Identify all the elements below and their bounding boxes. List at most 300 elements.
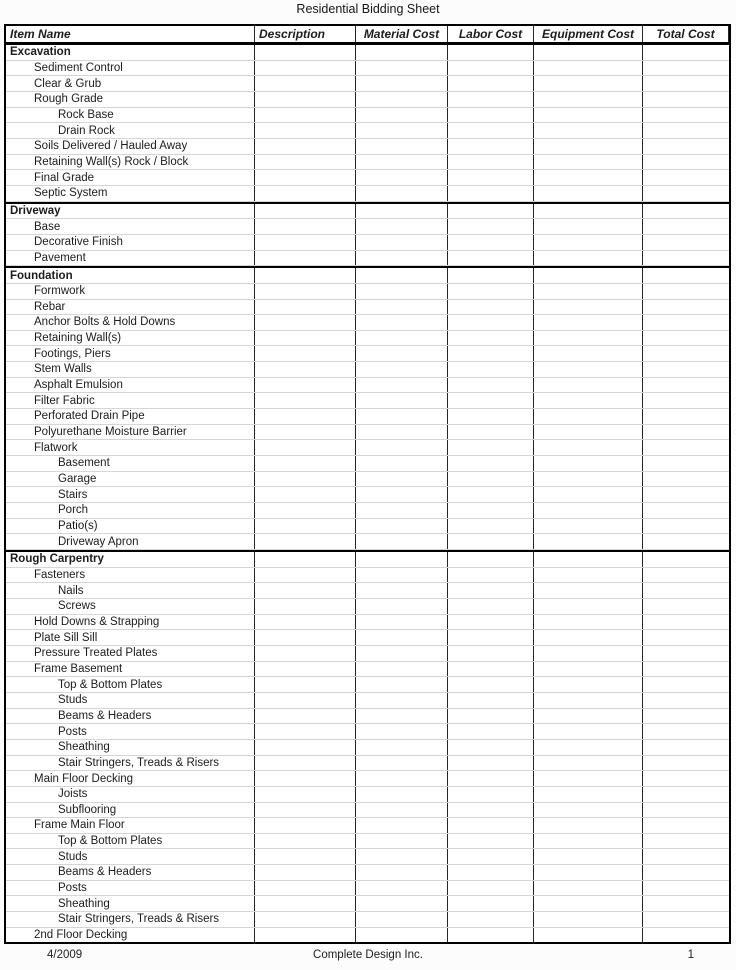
labor-cost-cell: [448, 268, 534, 283]
table-row: [6, 693, 729, 709]
item-cell: Stair Stringers, Treads & Risers: [6, 912, 255, 927]
equipment-cost-cell: [534, 552, 643, 567]
labor-cost-cell: [448, 346, 534, 361]
table-row: [6, 472, 729, 488]
item-cell: Nails: [6, 583, 255, 598]
total-cost-cell: [643, 803, 729, 818]
equipment-cost-cell: [534, 662, 643, 677]
equipment-cost-cell: [534, 519, 643, 534]
labor-cost-cell: [448, 912, 534, 927]
table-row: [6, 881, 729, 897]
labor-cost-cell: [448, 534, 534, 549]
table-row: [6, 315, 729, 331]
labor-cost-cell: [448, 677, 534, 692]
table-row: [6, 76, 729, 92]
material-cost-cell: [356, 568, 448, 583]
equipment-cost-cell: [534, 615, 643, 630]
labor-cost-cell: [448, 170, 534, 185]
description-cell: [255, 378, 356, 393]
material-cost-cell: [356, 534, 448, 549]
description-cell: [255, 219, 356, 234]
column-header-item-name: Item Name: [6, 26, 255, 42]
total-cost-cell: [643, 45, 729, 60]
material-cost-cell: [356, 186, 448, 201]
table-row: [6, 425, 729, 441]
column-header-material-cost: Material Cost: [356, 26, 448, 42]
equipment-cost-cell: [534, 331, 643, 346]
equipment-cost-cell: [534, 834, 643, 849]
equipment-cost-cell: [534, 630, 643, 645]
labor-cost-cell: [448, 235, 534, 250]
material-cost-cell: [356, 834, 448, 849]
description-cell: [255, 204, 356, 219]
item-cell: Top & Bottom Plates: [6, 677, 255, 692]
labor-cost-cell: [448, 409, 534, 424]
item-cell: Frame Main Floor: [6, 818, 255, 833]
equipment-cost-cell: [534, 76, 643, 91]
column-header-equipment-cost: Equipment Cost: [534, 26, 643, 42]
equipment-cost-cell: [534, 456, 643, 471]
equipment-cost-cell: [534, 693, 643, 708]
equipment-cost-cell: [534, 771, 643, 786]
description-cell: [255, 740, 356, 755]
item-cell: Anchor Bolts & Hold Downs: [6, 315, 255, 330]
section-row: [6, 202, 729, 220]
item-cell: Porch: [6, 503, 255, 518]
material-cost-cell: [356, 170, 448, 185]
labor-cost-cell: [448, 425, 534, 440]
item-cell: Stair Stringers, Treads & Risers: [6, 756, 255, 771]
description-cell: [255, 362, 356, 377]
total-cost-cell: [643, 456, 729, 471]
item-cell: Fasteners: [6, 568, 255, 583]
description-cell: [255, 487, 356, 502]
labor-cost-cell: [448, 123, 534, 138]
total-cost-cell: [643, 677, 729, 692]
labor-cost-cell: [448, 693, 534, 708]
labor-cost-cell: [448, 440, 534, 455]
table-row: [6, 709, 729, 725]
material-cost-cell: [356, 123, 448, 138]
equipment-cost-cell: [534, 409, 643, 424]
labor-cost-cell: [448, 756, 534, 771]
table-row: [6, 912, 729, 928]
item-cell: Stem Walls: [6, 362, 255, 377]
total-cost-cell: [643, 268, 729, 283]
item-cell: Subflooring: [6, 803, 255, 818]
equipment-cost-cell: [534, 346, 643, 361]
total-cost-cell: [643, 315, 729, 330]
item-cell: Rough Grade: [6, 92, 255, 107]
labor-cost-cell: [448, 818, 534, 833]
material-cost-cell: [356, 268, 448, 283]
total-cost-cell: [643, 787, 729, 802]
equipment-cost-cell: [534, 787, 643, 802]
material-cost-cell: [356, 251, 448, 266]
material-cost-cell: [356, 378, 448, 393]
labor-cost-cell: [448, 928, 534, 943]
total-cost-cell: [643, 583, 729, 598]
item-cell: Flatwork: [6, 440, 255, 455]
labor-cost-cell: [448, 186, 534, 201]
total-cost-cell: [643, 818, 729, 833]
item-cell: Polyurethane Moisture Barrier: [6, 425, 255, 440]
item-cell: Retaining Wall(s) Rock / Block: [6, 155, 255, 170]
footer-page-number: 1: [687, 949, 694, 961]
item-cell: Drain Rock: [6, 123, 255, 138]
material-cost-cell: [356, 440, 448, 455]
labor-cost-cell: [448, 503, 534, 518]
total-cost-cell: [643, 139, 729, 154]
labor-cost-cell: [448, 568, 534, 583]
labor-cost-cell: [448, 724, 534, 739]
equipment-cost-cell: [534, 881, 643, 896]
item-cell: Studs: [6, 849, 255, 864]
section-row: [6, 43, 729, 61]
description-cell: [255, 615, 356, 630]
equipment-cost-cell: [534, 45, 643, 60]
description-cell: [255, 534, 356, 549]
item-cell: Studs: [6, 693, 255, 708]
section-row: [6, 266, 729, 284]
total-cost-cell: [643, 284, 729, 299]
description-cell: [255, 677, 356, 692]
equipment-cost-cell: [534, 300, 643, 315]
labor-cost-cell: [448, 881, 534, 896]
total-cost-cell: [643, 251, 729, 266]
item-cell: Pressure Treated Plates: [6, 646, 255, 661]
equipment-cost-cell: [534, 251, 643, 266]
table-row: [6, 803, 729, 819]
table-row: [6, 170, 729, 186]
total-cost-cell: [643, 630, 729, 645]
labor-cost-cell: [448, 662, 534, 677]
total-cost-cell: [643, 61, 729, 76]
table-row: [6, 378, 729, 394]
description-cell: [255, 268, 356, 283]
material-cost-cell: [356, 300, 448, 315]
total-cost-cell: [643, 724, 729, 739]
total-cost-cell: [643, 186, 729, 201]
labor-cost-cell: [448, 108, 534, 123]
item-cell: Foundation: [6, 268, 255, 283]
labor-cost-cell: [448, 487, 534, 502]
item-cell: Hold Downs & Strapping: [6, 615, 255, 630]
labor-cost-cell: [448, 472, 534, 487]
table-row: [6, 756, 729, 772]
labor-cost-cell: [448, 834, 534, 849]
equipment-cost-cell: [534, 487, 643, 502]
labor-cost-cell: [448, 378, 534, 393]
item-cell: Final Grade: [6, 170, 255, 185]
material-cost-cell: [356, 693, 448, 708]
total-cost-cell: [643, 503, 729, 518]
equipment-cost-cell: [534, 677, 643, 692]
total-cost-cell: [643, 740, 729, 755]
equipment-cost-cell: [534, 568, 643, 583]
table-row: [6, 599, 729, 615]
total-cost-cell: [643, 912, 729, 927]
item-cell: Filter Fabric: [6, 393, 255, 408]
material-cost-cell: [356, 92, 448, 107]
table-row: [6, 662, 729, 678]
item-cell: Screws: [6, 599, 255, 614]
table-body: [6, 43, 729, 942]
description-cell: [255, 284, 356, 299]
total-cost-cell: [643, 693, 729, 708]
equipment-cost-cell: [534, 724, 643, 739]
labor-cost-cell: [448, 865, 534, 880]
item-cell: Patio(s): [6, 519, 255, 534]
column-header-description: Description: [255, 26, 356, 42]
material-cost-cell: [356, 204, 448, 219]
total-cost-cell: [643, 865, 729, 880]
description-cell: [255, 771, 356, 786]
material-cost-cell: [356, 315, 448, 330]
material-cost-cell: [356, 896, 448, 911]
item-cell: Main Floor Decking: [6, 771, 255, 786]
material-cost-cell: [356, 108, 448, 123]
equipment-cost-cell: [534, 186, 643, 201]
item-cell: Joists: [6, 787, 255, 802]
labor-cost-cell: [448, 204, 534, 219]
table-row: [6, 583, 729, 599]
column-header-total-cost: Total Cost: [643, 26, 729, 42]
total-cost-cell: [643, 331, 729, 346]
labor-cost-cell: [448, 630, 534, 645]
table-row: [6, 251, 729, 267]
equipment-cost-cell: [534, 123, 643, 138]
material-cost-cell: [356, 456, 448, 471]
total-cost-cell: [643, 487, 729, 502]
table-row: [6, 219, 729, 235]
total-cost-cell: [643, 834, 729, 849]
material-cost-cell: [356, 393, 448, 408]
labor-cost-cell: [448, 362, 534, 377]
labor-cost-cell: [448, 740, 534, 755]
equipment-cost-cell: [534, 440, 643, 455]
description-cell: [255, 803, 356, 818]
labor-cost-cell: [448, 155, 534, 170]
material-cost-cell: [356, 787, 448, 802]
description-cell: [255, 346, 356, 361]
equipment-cost-cell: [534, 284, 643, 299]
item-cell: 2nd Floor Decking: [6, 928, 255, 943]
description-cell: [255, 646, 356, 661]
total-cost-cell: [643, 362, 729, 377]
total-cost-cell: [643, 928, 729, 943]
equipment-cost-cell: [534, 865, 643, 880]
total-cost-cell: [643, 346, 729, 361]
material-cost-cell: [356, 583, 448, 598]
equipment-cost-cell: [534, 170, 643, 185]
equipment-cost-cell: [534, 108, 643, 123]
equipment-cost-cell: [534, 155, 643, 170]
labor-cost-cell: [448, 92, 534, 107]
item-cell: Sediment Control: [6, 61, 255, 76]
total-cost-cell: [643, 519, 729, 534]
item-cell: Asphalt Emulsion: [6, 378, 255, 393]
total-cost-cell: [643, 568, 729, 583]
equipment-cost-cell: [534, 896, 643, 911]
description-cell: [255, 724, 356, 739]
table-row: [6, 896, 729, 912]
material-cost-cell: [356, 362, 448, 377]
table-row: [6, 928, 729, 943]
total-cost-cell: [643, 219, 729, 234]
material-cost-cell: [356, 756, 448, 771]
total-cost-cell: [643, 615, 729, 630]
material-cost-cell: [356, 662, 448, 677]
item-cell: Retaining Wall(s): [6, 331, 255, 346]
table-row: [6, 346, 729, 362]
description-cell: [255, 568, 356, 583]
table-row: [6, 534, 729, 550]
description-cell: [255, 599, 356, 614]
section-row: [6, 550, 729, 568]
item-cell: Garage: [6, 472, 255, 487]
labor-cost-cell: [448, 331, 534, 346]
description-cell: [255, 186, 356, 201]
table-row: [6, 487, 729, 503]
material-cost-cell: [356, 219, 448, 234]
item-cell: Top & Bottom Plates: [6, 834, 255, 849]
table-row: [6, 300, 729, 316]
item-cell: Driveway Apron: [6, 534, 255, 549]
table-row: [6, 155, 729, 171]
total-cost-cell: [643, 123, 729, 138]
material-cost-cell: [356, 803, 448, 818]
item-cell: Sheathing: [6, 740, 255, 755]
item-cell: Rough Carpentry: [6, 552, 255, 567]
item-cell: Septic System: [6, 186, 255, 201]
equipment-cost-cell: [534, 803, 643, 818]
description-cell: [255, 393, 356, 408]
labor-cost-cell: [448, 646, 534, 661]
description-cell: [255, 61, 356, 76]
equipment-cost-cell: [534, 912, 643, 927]
description-cell: [255, 787, 356, 802]
table-row: [6, 787, 729, 803]
table-row: [6, 771, 729, 787]
equipment-cost-cell: [534, 204, 643, 219]
total-cost-cell: [643, 896, 729, 911]
description-cell: [255, 92, 356, 107]
labor-cost-cell: [448, 300, 534, 315]
total-cost-cell: [643, 472, 729, 487]
description-cell: [255, 662, 356, 677]
item-cell: Decorative Finish: [6, 235, 255, 250]
table-row: [6, 61, 729, 77]
equipment-cost-cell: [534, 646, 643, 661]
page-footer: [0, 949, 736, 965]
column-header-labor-cost: Labor Cost: [448, 26, 534, 42]
description-cell: [255, 170, 356, 185]
item-cell: Posts: [6, 881, 255, 896]
material-cost-cell: [356, 630, 448, 645]
total-cost-cell: [643, 92, 729, 107]
total-cost-cell: [643, 662, 729, 677]
description-cell: [255, 709, 356, 724]
material-cost-cell: [356, 724, 448, 739]
description-cell: [255, 139, 356, 154]
description-cell: [255, 834, 356, 849]
table-row: [6, 818, 729, 834]
item-cell: Footings, Piers: [6, 346, 255, 361]
total-cost-cell: [643, 425, 729, 440]
material-cost-cell: [356, 45, 448, 60]
equipment-cost-cell: [534, 472, 643, 487]
labor-cost-cell: [448, 552, 534, 567]
labor-cost-cell: [448, 139, 534, 154]
item-cell: Beams & Headers: [6, 709, 255, 724]
item-cell: Soils Delivered / Hauled Away: [6, 139, 255, 154]
table-row: [6, 331, 729, 347]
total-cost-cell: [643, 204, 729, 219]
equipment-cost-cell: [534, 756, 643, 771]
material-cost-cell: [356, 818, 448, 833]
description-cell: [255, 235, 356, 250]
table-row: [6, 139, 729, 155]
equipment-cost-cell: [534, 219, 643, 234]
description-cell: [255, 896, 356, 911]
total-cost-cell: [643, 552, 729, 567]
total-cost-cell: [643, 756, 729, 771]
equipment-cost-cell: [534, 61, 643, 76]
table-row: [6, 186, 729, 202]
material-cost-cell: [356, 771, 448, 786]
equipment-cost-cell: [534, 393, 643, 408]
total-cost-cell: [643, 849, 729, 864]
description-cell: [255, 756, 356, 771]
footer-company: Complete Design Inc.: [313, 949, 423, 961]
material-cost-cell: [356, 552, 448, 567]
material-cost-cell: [356, 235, 448, 250]
total-cost-cell: [643, 440, 729, 455]
description-cell: [255, 76, 356, 91]
total-cost-cell: [643, 235, 729, 250]
total-cost-cell: [643, 155, 729, 170]
equipment-cost-cell: [534, 849, 643, 864]
labor-cost-cell: [448, 315, 534, 330]
table-row: [6, 503, 729, 519]
table-row: [6, 646, 729, 662]
equipment-cost-cell: [534, 818, 643, 833]
bidding-sheet-table: [4, 24, 731, 944]
material-cost-cell: [356, 346, 448, 361]
material-cost-cell: [356, 487, 448, 502]
material-cost-cell: [356, 409, 448, 424]
material-cost-cell: [356, 599, 448, 614]
material-cost-cell: [356, 425, 448, 440]
description-cell: [255, 912, 356, 927]
material-cost-cell: [356, 865, 448, 880]
description-cell: [255, 503, 356, 518]
total-cost-cell: [643, 599, 729, 614]
material-cost-cell: [356, 331, 448, 346]
material-cost-cell: [356, 740, 448, 755]
description-cell: [255, 456, 356, 471]
table-row: [6, 456, 729, 472]
equipment-cost-cell: [534, 740, 643, 755]
equipment-cost-cell: [534, 378, 643, 393]
total-cost-cell: [643, 771, 729, 786]
total-cost-cell: [643, 534, 729, 549]
table-row: [6, 568, 729, 584]
material-cost-cell: [356, 677, 448, 692]
description-cell: [255, 693, 356, 708]
table-row: [6, 677, 729, 693]
